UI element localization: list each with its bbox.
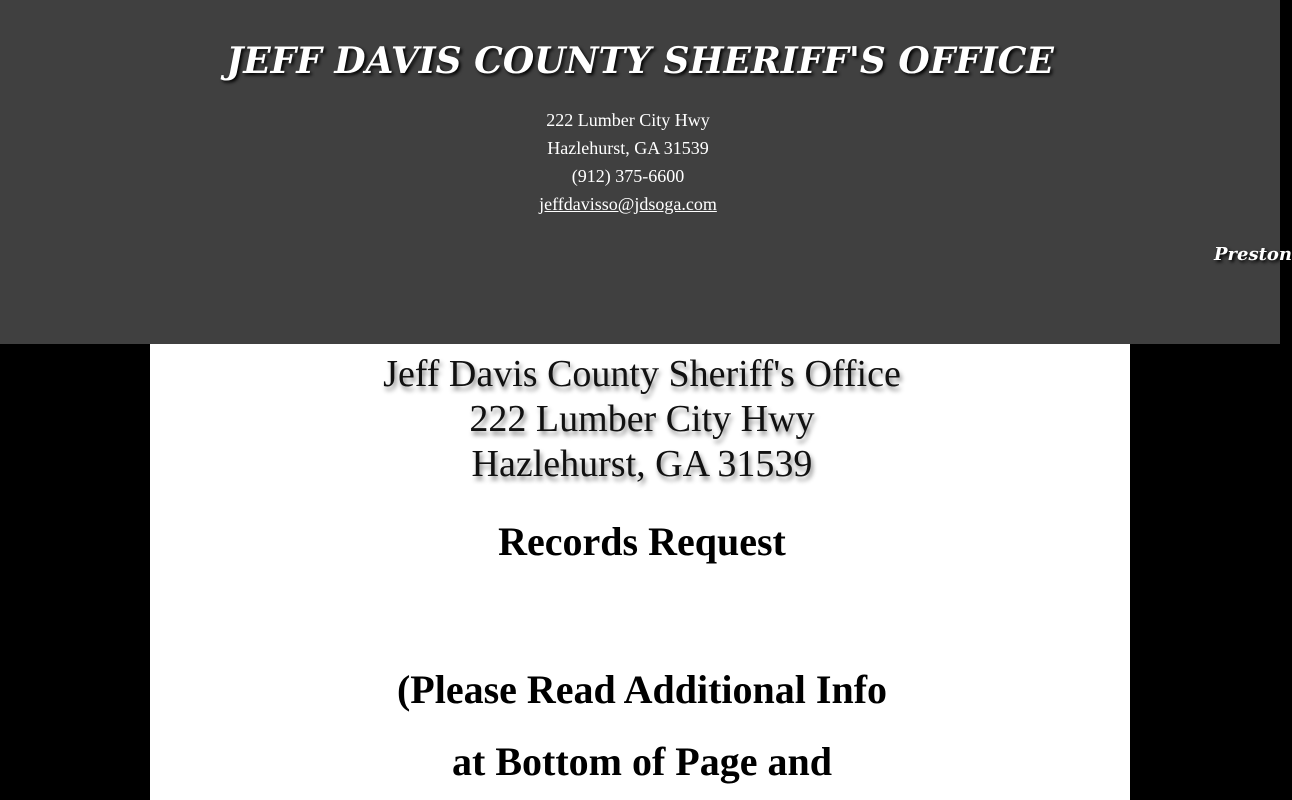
note-line-2: at Bottom of Page and — [452, 739, 832, 784]
office-city: Hazlehurst, GA 31539 — [471, 443, 813, 485]
scrolling-ticker: Preston — [1214, 244, 1292, 265]
email-link[interactable]: jeffdavisso@jdsoga.com — [539, 194, 717, 214]
office-name: Jeff Davis County Sheriff's Office — [383, 353, 901, 395]
header-address-line2: Hazlehurst, GA 31539 — [547, 138, 709, 158]
records-request-title: Records Request — [498, 519, 786, 564]
note-line-1: (Please Read Additional Info — [396, 667, 888, 712]
address-block — [150, 352, 1134, 487]
office-street: 222 Lumber City Hwy — [469, 398, 815, 440]
contact-info — [0, 106, 1256, 218]
site-header — [0, 0, 1292, 344]
header-address-line1: 222 Lumber City Hwy — [546, 110, 710, 130]
site-title[interactable]: JEFF DAVIS COUNTY SHERIFF'S OFFICE — [226, 40, 1054, 82]
main-content — [150, 344, 1130, 800]
header-phone: (912) 375-6600 — [571, 166, 685, 186]
